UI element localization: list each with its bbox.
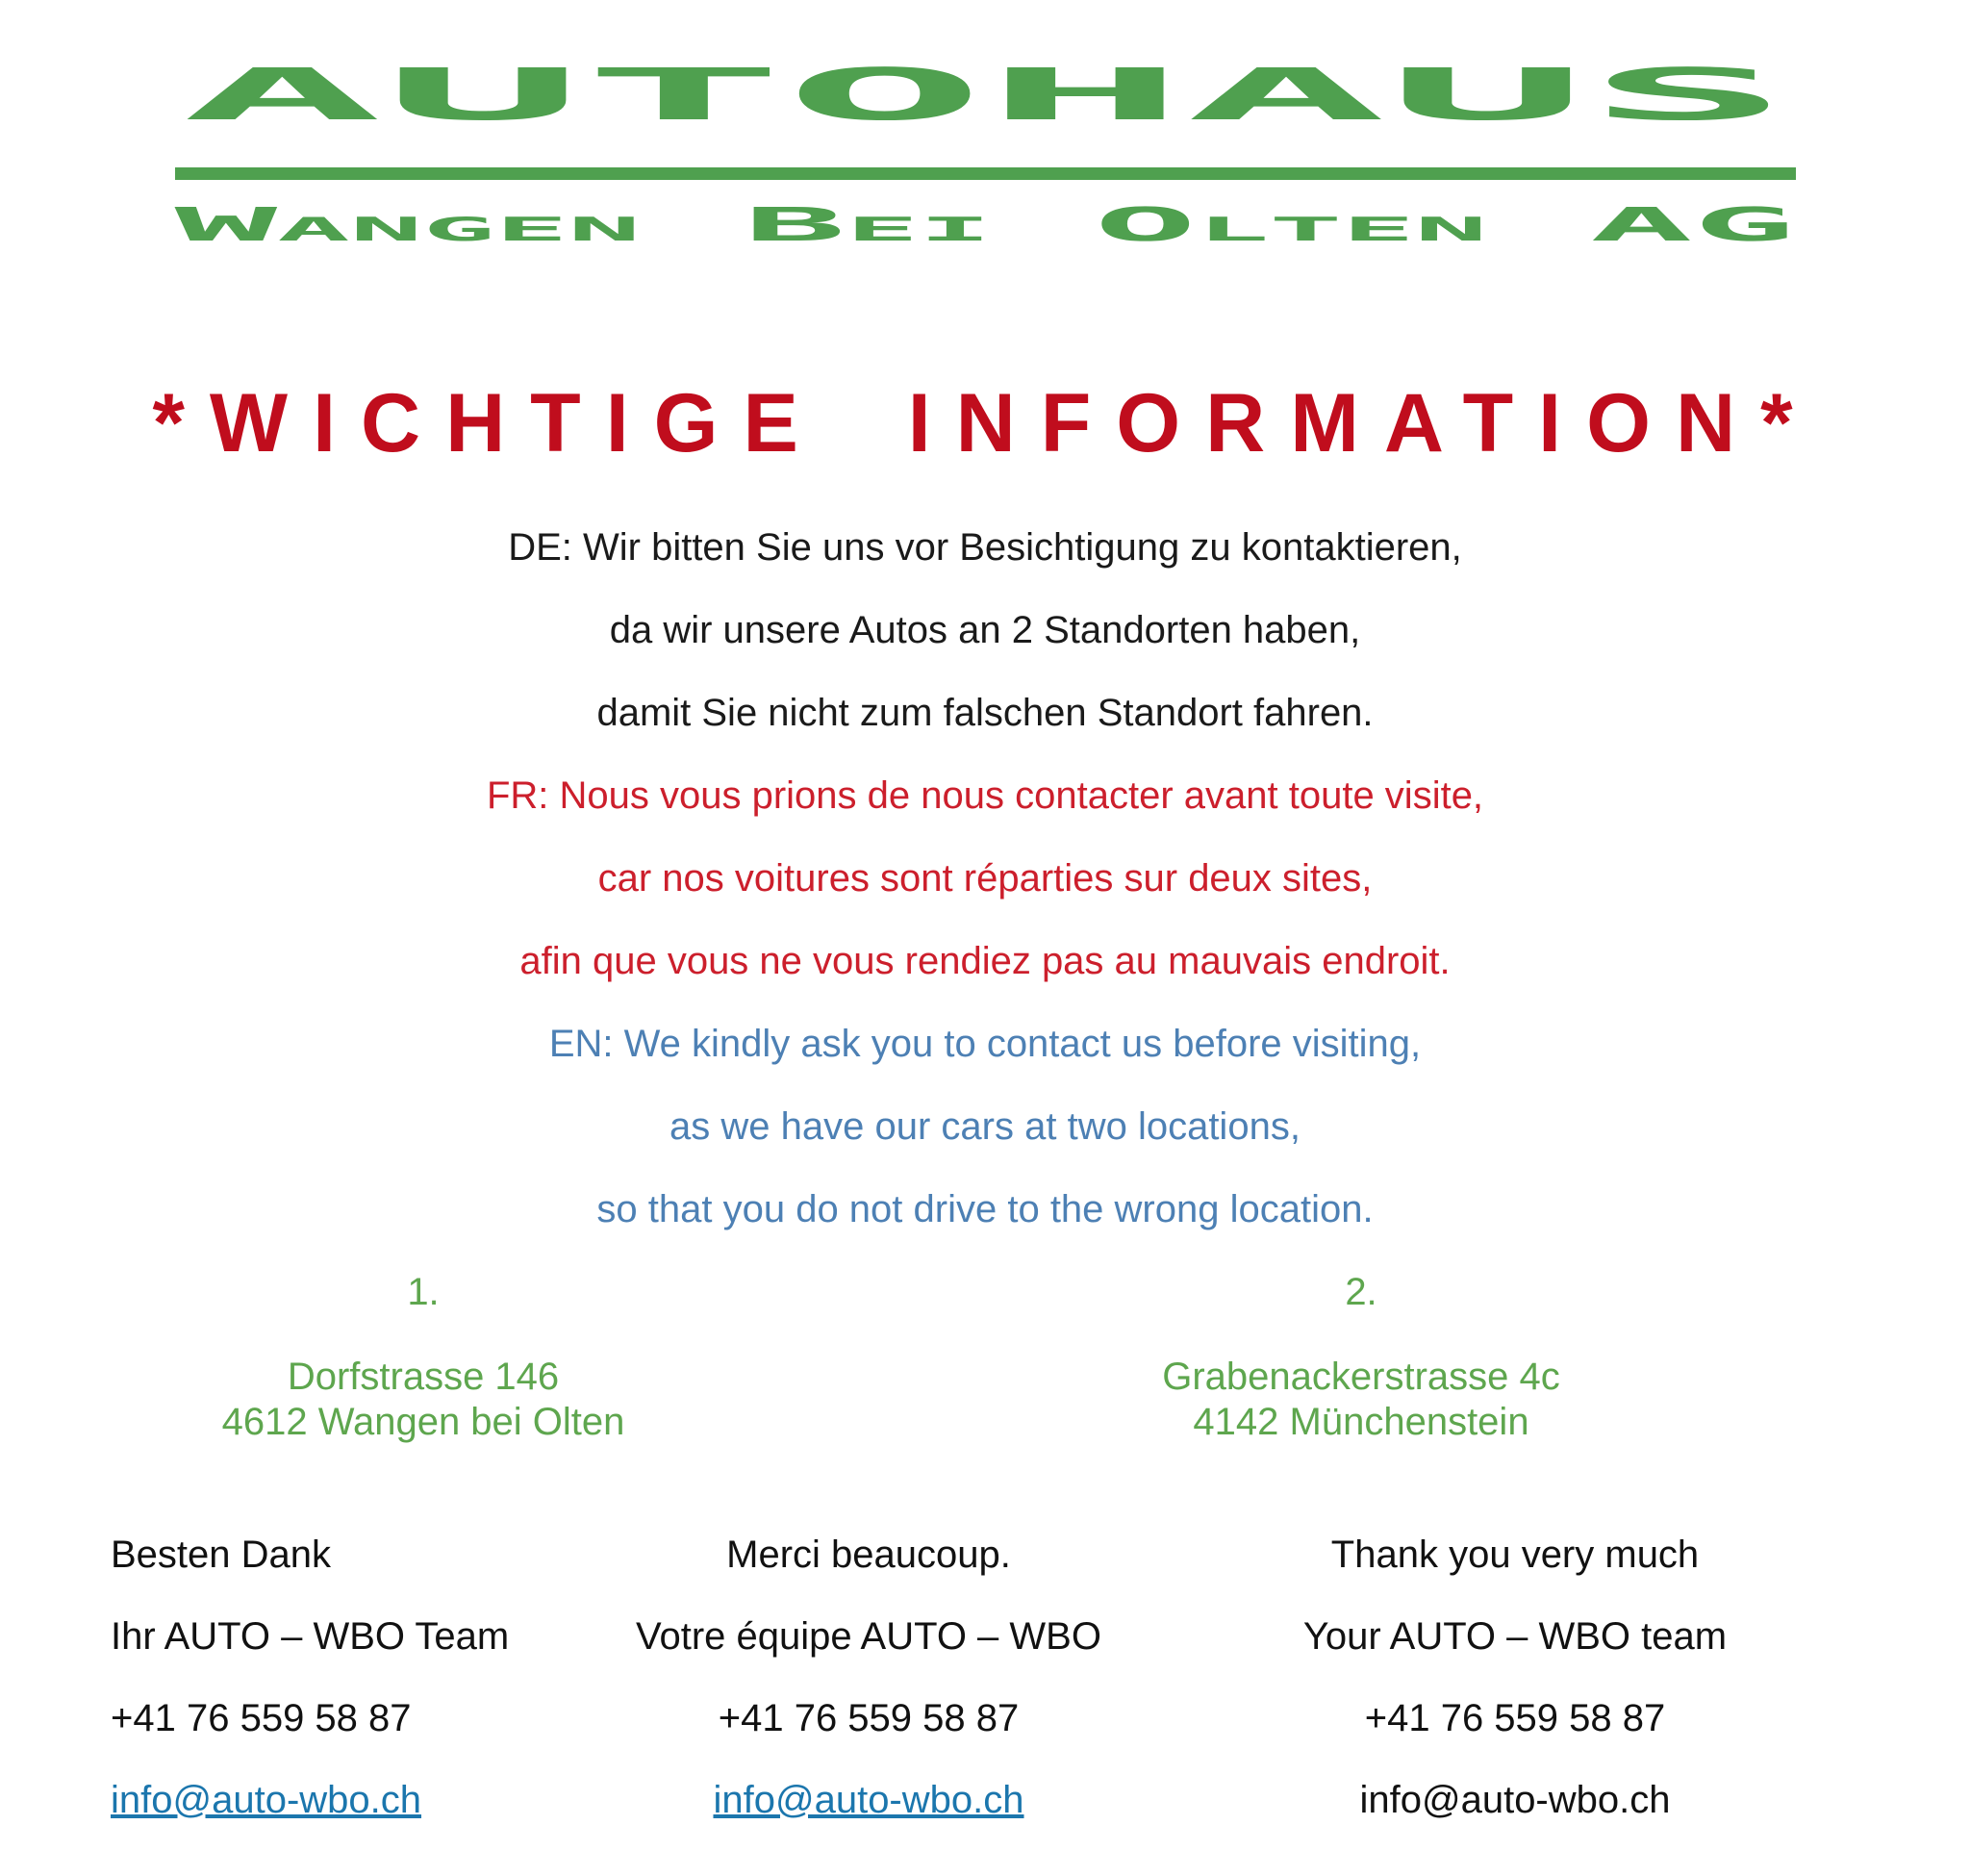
location-2-street: Grabenackerstrasse 4c (1162, 1356, 1560, 1399)
logo-title-graphic (182, 54, 1788, 137)
team-en: Your AUTO – WBO team (1302, 1615, 1728, 1659)
thanks-en: Thank you very much (1330, 1534, 1700, 1577)
dealer-logo (0, 0, 1970, 252)
email-link-de[interactable]: info@auto-wbo.ch (111, 1779, 422, 1822)
logo-title-text: AUTOHAUS (182, 54, 1788, 137)
thanks-de: Besten Dank (111, 1534, 332, 1577)
location-2-number: 2. (1345, 1271, 1377, 1314)
locations-section (0, 1271, 1970, 1445)
logo-subtitle-text: Wangen Bei Olten AG (174, 198, 1795, 252)
logo-subtitle-graphic (174, 198, 1796, 252)
email-text-en: info@auto-wbo.ch (1359, 1779, 1671, 1822)
contact-column-fr (580, 1534, 1157, 1861)
intro-line-de-3: damit Sie nicht zum falschen Standort fahren. (596, 692, 1374, 735)
team-de: Ihr AUTO – WBO Team (111, 1615, 510, 1659)
location-2 (846, 1271, 1876, 1445)
location-1 (0, 1271, 846, 1445)
logo-divider-bar (175, 167, 1796, 180)
thanks-fr: Merci beaucoup. (726, 1534, 1011, 1577)
intro-line-en-1: EN: We kindly ask you to contact us before visiting, (548, 1023, 1422, 1066)
intro-line-fr-2: car nos voitures sont réparties sur deux sites, (597, 857, 1373, 900)
team-fr: Votre équipe AUTO – WBO (636, 1615, 1101, 1659)
phone-fr: +41 76 559 58 87 (718, 1697, 1020, 1740)
location-1-street: Dorfstrasse 146 (287, 1356, 560, 1399)
intro-line-en-3: so that you do not drive to the wrong location. (596, 1188, 1374, 1231)
phone-de: +41 76 559 58 87 (111, 1697, 412, 1740)
contact-column-en (1157, 1534, 1873, 1861)
contact-column-de (111, 1534, 580, 1861)
contact-footer (0, 1534, 1970, 1861)
intro-line-de-2: da wir unsere Autos an 2 Standorten haben, (609, 609, 1361, 652)
intro-line-de-1: DE: Wir bitten Sie uns vor Besichtigung zu kontaktieren, (508, 526, 1462, 570)
location-2-city: 4142 Münchenstein (1193, 1401, 1529, 1444)
location-1-number: 1. (407, 1271, 440, 1314)
intro-line-fr-1: FR: Nous vous prions de nous contacter avant toute visite, (486, 774, 1484, 818)
phone-en: +41 76 559 58 87 (1364, 1697, 1666, 1740)
intro-line-en-2: as we have our cars at two locations, (669, 1105, 1301, 1149)
email-link-fr[interactable]: info@auto-wbo.ch (713, 1779, 1024, 1822)
intro-line-fr-3: afin que vous ne vous rendiez pas au mauvais endroit. (519, 940, 1451, 983)
intro-text-block (0, 526, 1970, 1231)
important-information-headline: *WICHTIGE INFORMATION* (152, 377, 1818, 469)
location-1-city: 4612 Wangen bei Olten (221, 1401, 625, 1444)
